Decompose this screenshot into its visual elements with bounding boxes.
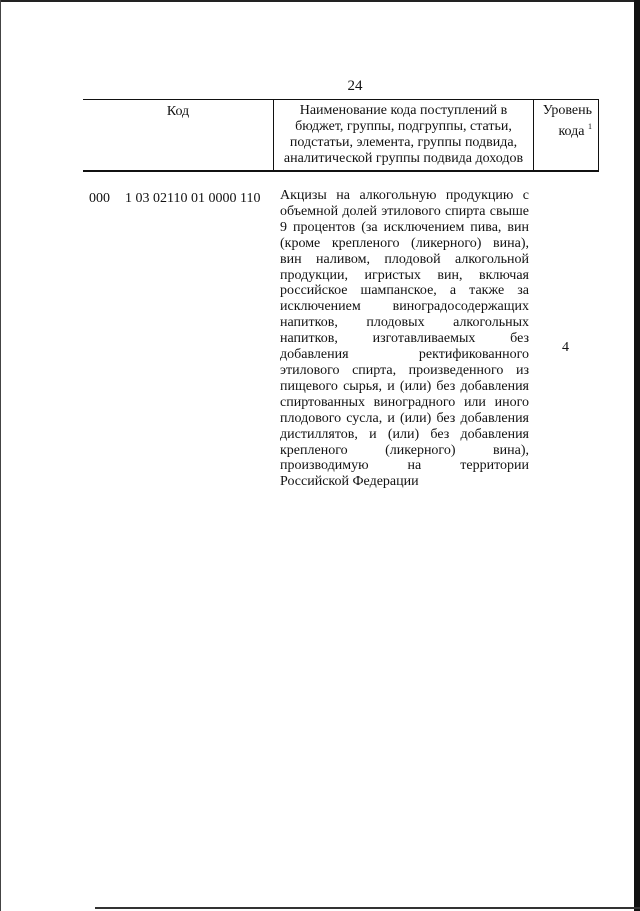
header-name-line: аналитической группы подвида доходов [283,151,524,166]
description-line: вин наливом, плодовой алкогольной [280,251,529,267]
description-line: Российской Федерации [280,474,419,490]
page-number: 24 [347,78,363,94]
description-line: (кроме крепленого (ликерного) вина), [280,235,529,251]
description-line: плодового сусла, и (или) без добавления [280,410,529,426]
header-level-cell [533,100,599,170]
scan-border-bottom [95,907,640,909]
header-code-label: Код [166,104,190,119]
header-name-line: Наименование кода поступлений в [299,103,508,118]
description-line: добавления ректификованного [280,347,529,363]
description-line: исключением виноградосодержащих [280,299,529,315]
scan-border-left [0,0,1,911]
description-line: российское шампанское, а также за [280,283,529,299]
description-line: спиртованных виноградного или иного [280,394,529,410]
description-line: этилового спирта, произведенного из [280,362,529,378]
description-line: напитков, плодовых алкогольных [280,315,529,331]
kbk-code: 1 03 02110 01 0000 110 [125,191,261,206]
header-name-line: бюджет, группы, подгруппы, статьи, [295,119,512,134]
scan-border-right [634,0,640,911]
description-line: производимую на территории [280,458,529,474]
description-line: Акцизы на алкогольную продукцию с [280,188,529,203]
header-name-line: подстатьи, элемента, группы подвида, [289,135,518,150]
description-line: дистиллятов, и (или) без добавления [280,426,529,442]
header-level-line [534,119,598,140]
description-line: напитков, изготавливаемых без [280,331,529,347]
description-line: объемной долей этилового спирта свыше [280,203,529,219]
income-description [280,188,529,490]
code-level: 4 [562,340,569,355]
description-line: пищевого сырья, и (или) без добавления [280,378,529,394]
header-level-line: Уровень [542,103,592,118]
scan-border-top [0,0,640,2]
description-line: продукции, игристых вин, включая [280,267,529,283]
footnote-marker: 1 [588,122,592,131]
header-code-cell [83,100,273,170]
admin-code: 000 [89,191,110,206]
header-level-word: кода [558,124,585,139]
description-line: крепленого (ликерного) вина), [280,442,529,458]
description-line: 9 процентов (за исключением пива, вин [280,219,529,235]
table-header [83,99,599,172]
header-name-cell [273,100,533,170]
